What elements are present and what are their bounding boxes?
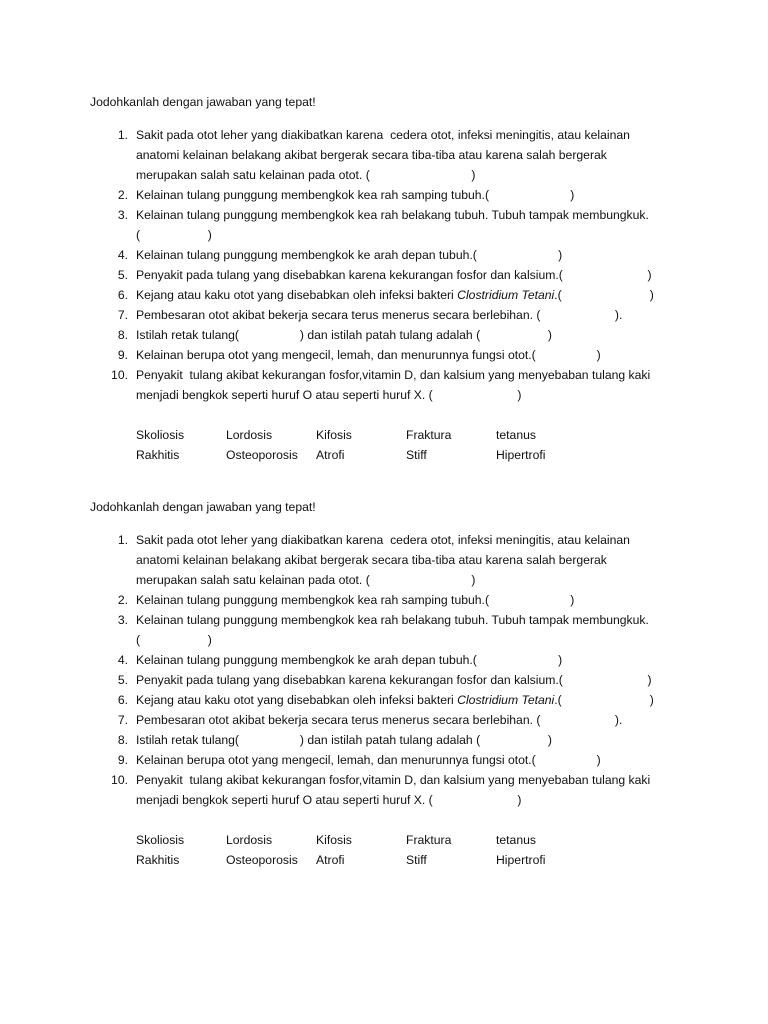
question-7 — [117, 711, 623, 729]
question-9 — [117, 751, 601, 769]
answer-word: Lordosis — [226, 428, 273, 442]
question-text: ( ) — [136, 633, 212, 647]
answer-word: Hipertrofi — [496, 448, 546, 462]
question-5 — [117, 671, 652, 689]
question-4 — [117, 651, 563, 669]
question-2 — [117, 591, 575, 609]
question-text: Kelainan tulang punggung membengkok kea rah belakang tubuh. Tubuh tampak membungkuk. — [136, 208, 649, 222]
question-text: Kejang atau kaku otot yang disebabkan oleh infeksi bakteri — [136, 693, 458, 707]
question-text: Penyakit tulang akibat kekurangan fosfor,vitamin D, dan kalsium yang menyebaban tulang kaki — [136, 773, 651, 787]
question-text: Pembesaran otot akibat bekerja secara terus menerus secara berlebihan. ( ). — [136, 308, 623, 322]
answer-word: Atrofi — [316, 853, 345, 867]
question-text: Penyakit tulang akibat kekurangan fosfor,vitamin D, dan kalsium yang menyebaban tulang kaki — [136, 368, 651, 382]
question-text: Kelainan tulang punggung membengkok ke arah depan tubuh.( ) — [136, 653, 563, 667]
question-number: 10. — [111, 773, 128, 787]
question-6 — [117, 286, 654, 304]
answer-word: Kifosis — [316, 833, 352, 847]
question-text: Sakit pada otot leher yang diakibatkan karena cedera otot, infeksi meningitis, atau kelainan — [136, 533, 630, 547]
question-text: Penyakit pada tulang yang disebabkan karena kekurangan fosfor dan kalsium.( ) — [136, 268, 652, 282]
answer-word: Hipertrofi — [496, 853, 546, 867]
question-number: 6. — [117, 693, 128, 707]
question-text: Pembesaran otot akibat bekerja secara terus menerus secara berlebihan. ( ). — [136, 713, 623, 727]
question-number: 9. — [117, 753, 128, 767]
question-number: 10. — [111, 368, 128, 382]
answer-word: Fraktura — [406, 428, 452, 442]
question-number: 7. — [117, 308, 128, 322]
question-number: 5. — [117, 673, 128, 687]
question-text: Penyakit pada tulang yang disebabkan karena kekurangan fosfor dan kalsium.( ) — [136, 673, 652, 687]
question-8 — [117, 731, 552, 749]
question-text: Kejang atau kaku otot yang disebabkan oleh infeksi bakteri — [136, 288, 458, 302]
question-text: menjadi bengkok seperti huruf O atau seperti huruf X. ( ) — [136, 388, 522, 402]
question-6 — [117, 691, 654, 709]
question-text: ( ) — [136, 228, 212, 242]
answer-word: tetanus — [496, 833, 536, 847]
answer-word: Kifosis — [316, 428, 352, 442]
answer-word: Lordosis — [226, 833, 273, 847]
question-7 — [117, 306, 623, 324]
question-text: Istilah retak tulang( ) dan istilah patah tulang adalah ( ) — [136, 328, 552, 342]
answer-word: Rakhitis — [136, 448, 180, 462]
question-text: Istilah retak tulang( ) dan istilah patah tulang adalah ( ) — [136, 733, 552, 747]
answer-word: Rakhitis — [136, 853, 180, 867]
question-number: 8. — [117, 733, 128, 747]
question-8 — [117, 326, 552, 344]
answer-word: Fraktura — [406, 833, 452, 847]
question-text: Kelainan tulang punggung membengkok ke arah depan tubuh.( ) — [136, 248, 563, 262]
question-text: menjadi bengkok seperti huruf O atau seperti huruf X. ( ) — [136, 793, 522, 807]
question-5 — [117, 266, 652, 284]
question-4 — [117, 246, 563, 264]
question-number: 3. — [117, 613, 128, 627]
question-2 — [117, 186, 575, 204]
question-text-end: .( ) — [554, 693, 654, 707]
question-number: 6. — [117, 288, 128, 302]
question-number: 1. — [117, 128, 128, 142]
answer-word: Stiff — [406, 853, 427, 867]
question-number: 2. — [117, 593, 128, 607]
question-9 — [117, 346, 601, 364]
question-text: Kelainan berupa otot yang mengecil, lemah, dan menurunnya fungsi otot.( ) — [136, 753, 601, 767]
question-number: 7. — [117, 713, 128, 727]
question-text-end: .( ) — [554, 288, 654, 302]
answer-word: Stiff — [406, 448, 427, 462]
question-text: Sakit pada otot leher yang diakibatkan karena cedera otot, infeksi meningitis, atau kelainan — [136, 128, 630, 142]
question-text: Kelainan berupa otot yang mengecil, lemah, dan menurunnya fungsi otot.( ) — [136, 348, 601, 362]
question-number: 9. — [117, 348, 128, 362]
answer-word: Osteoporosis — [226, 853, 298, 867]
question-text: anatomi kelainan belakang akibat bergerak secara tiba-tiba atau karena salah bergerak — [136, 148, 607, 162]
answer-word: Osteoporosis — [226, 448, 298, 462]
question-number: 5. — [117, 268, 128, 282]
question-text: merupakan salah satu kelainan pada otot. ( ) — [136, 573, 476, 587]
question-text: Kelainan tulang punggung membengkok kea rah samping tubuh.( ) — [136, 188, 575, 202]
question-text: anatomi kelainan belakang akibat bergerak secara tiba-tiba atau karena salah bergerak — [136, 553, 607, 567]
bacteria-name: Clostridium Tetani — [457, 288, 555, 302]
question-text: merupakan salah satu kelainan pada otot. ( ) — [136, 168, 476, 182]
question-number: 8. — [117, 328, 128, 342]
question-text: Kelainan tulang punggung membengkok kea rah belakang tubuh. Tubuh tampak membungkuk. — [136, 613, 649, 627]
question-number: 4. — [117, 653, 128, 667]
bacteria-name: Clostridium Tetani — [457, 693, 555, 707]
question-number: 2. — [117, 188, 128, 202]
section-heading: Jodohkanlah dengan jawaban yang tepat! — [90, 500, 316, 514]
answer-word: Skoliosis — [136, 833, 185, 847]
answer-word: Skoliosis — [136, 428, 185, 442]
section-heading: Jodohkanlah dengan jawaban yang tepat! — [90, 95, 316, 109]
question-number: 3. — [117, 208, 128, 222]
question-text: Kelainan tulang punggung membengkok kea rah samping tubuh.( ) — [136, 593, 575, 607]
answer-word: Atrofi — [316, 448, 345, 462]
question-number: 4. — [117, 248, 128, 262]
answer-word: tetanus — [496, 428, 536, 442]
question-number: 1. — [117, 533, 128, 547]
